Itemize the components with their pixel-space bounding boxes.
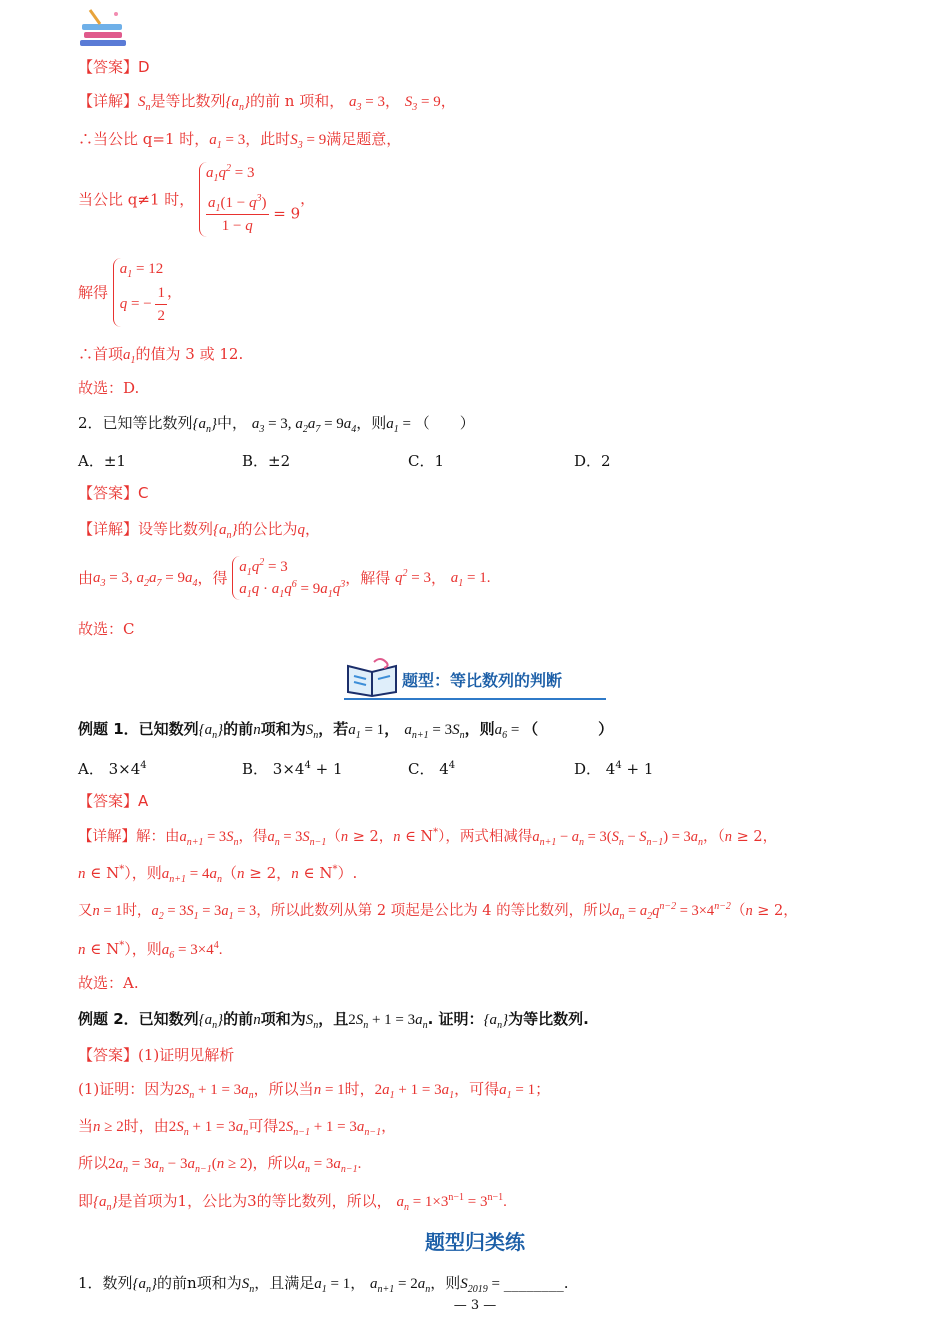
p1-detail-line5: ∴首项$a_1$的值为 3 或 12. <box>78 345 244 366</box>
p1-detail-line4: 解得 $a_1 = 12$ q = − $\frac{1}{2}$ ， <box>78 258 182 327</box>
ex1-option-d: D． $4^4 + 1$ <box>574 760 654 778</box>
ex2-detail-line1: (1)证明：因为$2S_n + 1 = 3a_n$，所以当n = 1时，$2a_1 + 1 = 3a_1$，可得$a_1 = 1$； <box>78 1080 551 1101</box>
ex1-detail-line1: 【详解】解：由$a_{n+1} = 3S_n$，得$a_n = 3S_{n-1}(n \ge 2$，n ∈ N*），两式相减得$a_{n+1} - a_n = 3(S_n - S_{n-1}) = 3a_n$，（n ≥ 2， <box>78 827 778 848</box>
book-icon <box>344 656 400 698</box>
q2-option-d: D．2 <box>574 452 611 470</box>
practice-q1: 1．数列$\{a_n\}$的前n项和为$S_n$，且满足$a_1 = 1$， $a_{n+1} = 2a_n$，则$S_{2019}$ = ________. <box>78 1274 569 1295</box>
ex2-answer: 【答案】(1)证明见解析 <box>78 1046 235 1064</box>
q2-option-c: C．1 <box>408 452 445 470</box>
q2-stem: 2．已知等比数列$\{a_n\}$中， $a_3 = 3$, $a_2a_7 = 9a_4$，则$a_1$ = （ ） <box>78 414 475 435</box>
section-underline <box>344 698 606 700</box>
p1-detail-line2: ∴当公比 q=1 时，$a_1 = 3$，此时$S_3 = 9$满足题意， <box>78 130 402 151</box>
ex1-answer: 【答案】A <box>78 792 149 810</box>
p1-answer: 【答案】D <box>78 58 150 76</box>
p1-choose: 故选：D. <box>78 379 140 397</box>
ex1-choose: 故选：A. <box>78 974 139 992</box>
ex1-option-c: C． $4^4$ <box>408 760 456 778</box>
ex2-stem: 例题 2．已知数列$\{a_n\}$的前n项和为$S_n$，且$2S_n + 1 = 3a_n$. 证明：$\{a_n\}$为等比数列. <box>78 1010 589 1031</box>
p1-detail-line1: 【详解】$S_n$是等比数列$\{a_n\}$的前 n 项和， $a_3 = 3$， $S_3 = 9$， <box>78 92 456 113</box>
p1-detail-line3: 当公比 q≠1 时， $a_1q^2 = 3$ $\frac{a_1(1 - q^3)}{1 - q}$ = 9 ， <box>78 162 315 237</box>
q2-answer: 【答案】C <box>78 484 149 502</box>
q2-detail-line2: 由$a_3 = 3$, $a_2a_7 = 9a_4$，得 $a_1q^2 = 3$ $a_1q \cdot a_1q^6 = 9a_1q^3$ ，解得 $q^2 = 3$， $a_1 = 1$. <box>78 557 491 600</box>
system-brace: $a_1q^2 = 3$ $\frac{a_1(1 - q^3)}{1 - q}$ = 9 <box>199 162 300 237</box>
ex1-option-a: A． $3\times 4^4$ <box>78 760 147 778</box>
section-title: 题型：等比数列的判断 <box>402 671 563 690</box>
ex1-detail-line3: 又n = 1时，$a_2 = 3S_1 = 3a_1 = 3$，所以此数列从第 2 项起是公比为 4 的等比数列，所以$a_n = a_2q^{n-2} = 3\times 4^{n-2}(n \ge 2$， <box>78 901 798 922</box>
book-stack-logo <box>76 6 132 50</box>
ex2-detail-line3: 所以$2a_n = 3a_n - 3a_{n-1}(n \ge 2)$，所以$a_n = 3a_{n-1}$. <box>78 1154 362 1175</box>
q2-choose: 故选：C <box>78 620 135 638</box>
ex1-option-b: B． $3\times 4^4 + 1$ <box>242 760 343 778</box>
practice-title: 题型归类练 <box>425 1230 525 1254</box>
ex1-detail-line4: n ∈ N*），则$a_6 = 3\times 4^4$. <box>78 940 223 961</box>
q2-option-b: B．±2 <box>242 452 291 470</box>
q2-detail-line1: 【详解】设等比数列$\{a_n\}$的公比为q， <box>78 520 321 541</box>
ex1-detail-line2: n ∈ N*），则$a_{n+1} = 4a_n(n \ge 2$，n ∈ N*）. <box>78 864 358 885</box>
ex2-detail-line4: 即$\{a_n\}$是首项为1，公比为3的等比数列，所以， $a_n = 1\times 3^{n-1} = 3^{n-1}$. <box>78 1192 507 1213</box>
ex1-stem: 例题 1．已知数列$\{a_n\}$的前n项和为$S_n$，若$a_1 = 1$， $a_{n+1} = 3S_n$，则$a_6$ = （ ） <box>78 720 614 741</box>
q2-option-a: A．±1 <box>78 452 126 470</box>
ex2-detail-line2: 当n ≥ 2时，由$2S_n + 1 = 3a_n$可得$2S_{n-1} + 1 = 3a_{n-1}$， <box>78 1117 397 1138</box>
page-number: — 3 — <box>453 1298 497 1313</box>
